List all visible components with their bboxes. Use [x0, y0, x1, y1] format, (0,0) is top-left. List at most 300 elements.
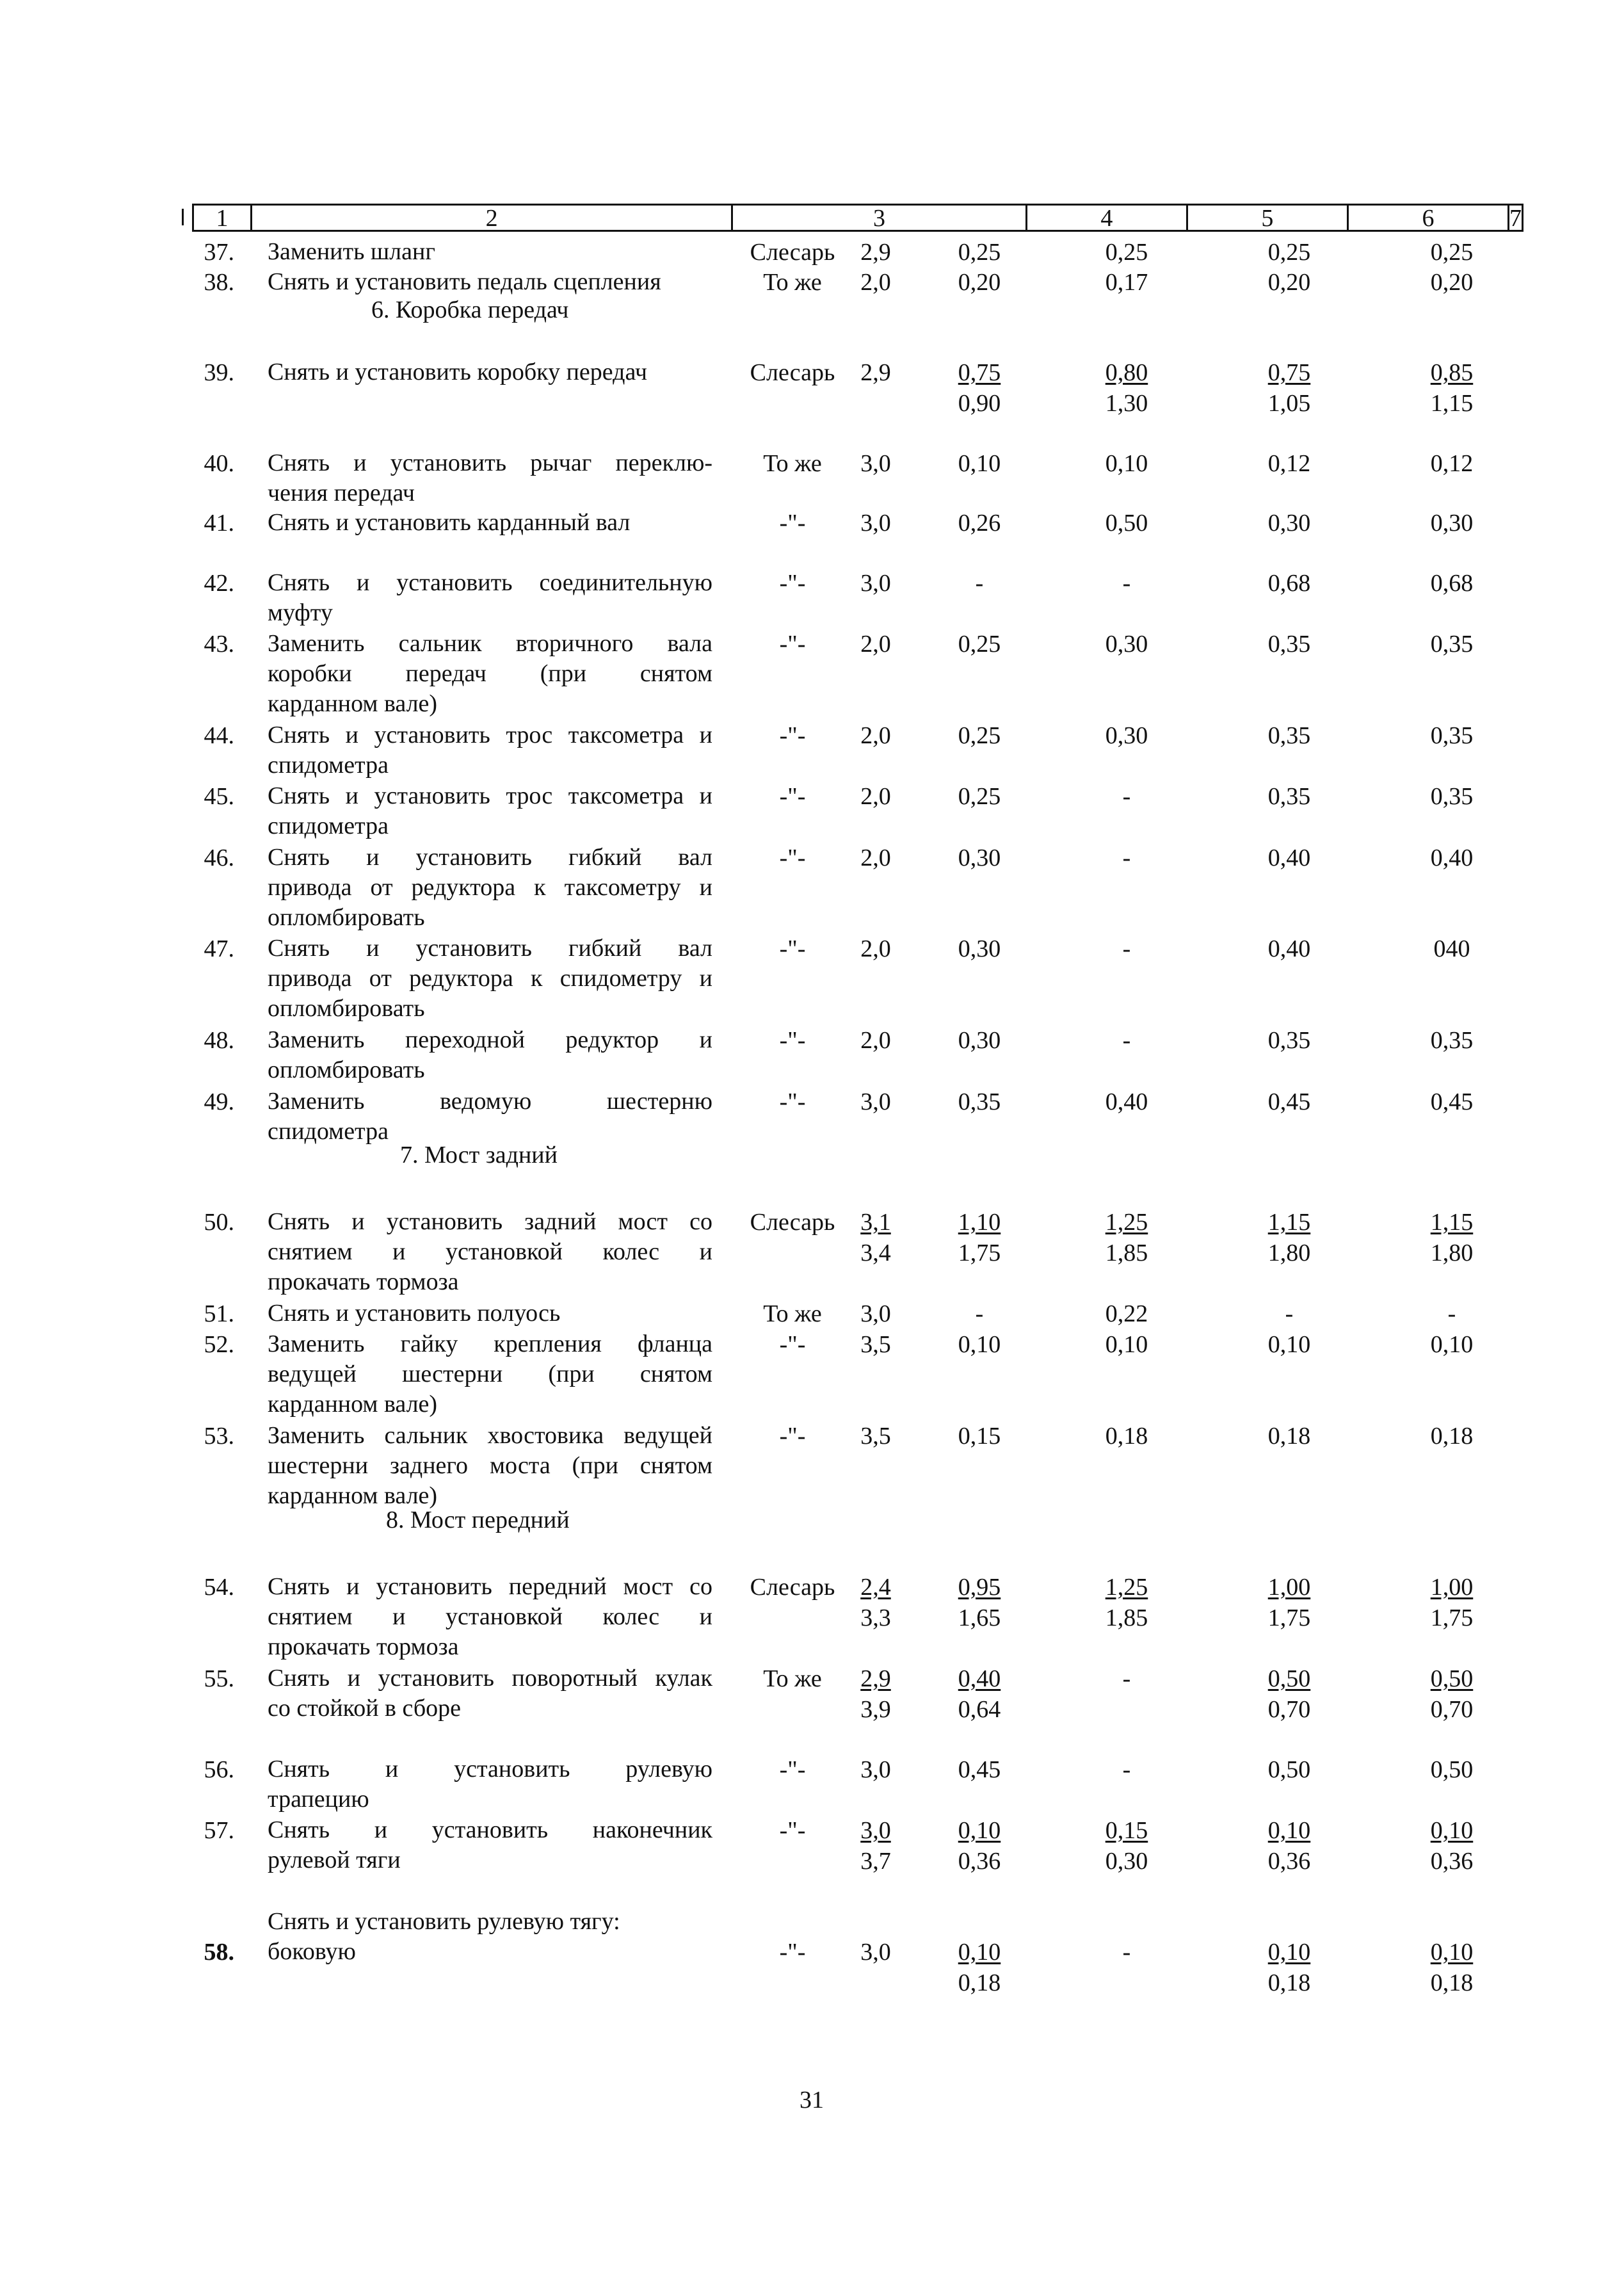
description-line: опломбировать [268, 995, 425, 1022]
row-description [268, 1025, 712, 1085]
section-heading: 6. Коробка передач [371, 296, 569, 323]
row-col-4 [928, 1754, 1031, 1785]
row-description [268, 267, 712, 297]
row-col-7 [1401, 781, 1503, 812]
row-grade-line: 2,0 [860, 935, 891, 962]
description-line: Заменить ведомую шестерню [268, 1088, 712, 1115]
row-col-4 [928, 1298, 1031, 1329]
description-line: шестерни заднего моста (при снятом [268, 1452, 712, 1479]
row-col-5 [1075, 357, 1178, 419]
row-description [268, 720, 712, 780]
row-col-6 [1238, 237, 1340, 268]
row-grade [844, 237, 908, 268]
row-col-6-line: 0,10 [1267, 1331, 1311, 1358]
row-number: 55. [204, 1665, 234, 1692]
row-col-7 [1401, 1298, 1503, 1329]
row-grade-line: 3,1 [860, 1209, 891, 1236]
row-col-5 [1075, 448, 1178, 479]
row-col-7 [1401, 1087, 1503, 1117]
row-grade-line: 3,0 [860, 570, 891, 597]
description-line: карданном вале) [268, 1391, 438, 1418]
row-col-4-line: - [975, 1300, 984, 1327]
row-col-5-line: 0,40 [1105, 1088, 1148, 1115]
row-col-6 [1238, 720, 1340, 751]
row-col-6-line: 0,36 [1267, 1848, 1311, 1875]
row-col-5-line: 0,30 [1105, 722, 1148, 749]
row-col-5-line: 0,10 [1105, 450, 1148, 477]
row-worker: -"- [779, 845, 806, 871]
row-col-4 [928, 1087, 1031, 1117]
row-description [268, 933, 712, 1024]
row-grade [844, 1207, 908, 1268]
row-worker: Слесарь [750, 239, 835, 266]
description-line: Снять и установить наконечник [268, 1816, 712, 1843]
row-grade [844, 1754, 908, 1785]
row-description [268, 1298, 712, 1329]
row-col-6 [1238, 1421, 1340, 1451]
row-grade-line: 3,4 [860, 1240, 891, 1266]
row-col-7-line: 040 [1433, 935, 1470, 962]
row-description [268, 1663, 712, 1724]
row-number: 50. [204, 1209, 234, 1236]
row-col-6 [1238, 1025, 1340, 1056]
row-worker: -"- [779, 722, 806, 749]
row-grade-line: 2,0 [860, 845, 891, 871]
row-description [268, 508, 712, 538]
description-line: Снять и установить соединительную [268, 569, 712, 596]
description-line: Заменить сальник хвостовика ведущей [268, 1422, 712, 1449]
row-col-7-line: - [1447, 1300, 1456, 1327]
row-description [268, 781, 712, 841]
row-col-4 [928, 237, 1031, 268]
row-col-6-line: 0,35 [1267, 1027, 1311, 1054]
row-col-4 [928, 1937, 1031, 1998]
row-col-6-line: 0,50 [1267, 1756, 1311, 1783]
header-col-3: 3 [733, 206, 1027, 230]
description-line: Снять и установить гибкий вал [268, 935, 712, 962]
row-grade-line: 2,0 [860, 631, 891, 658]
row-grade-line: 3,7 [860, 1848, 891, 1875]
row-col-7-line: 0,10 [1430, 1817, 1474, 1844]
row-col-4 [928, 1421, 1031, 1451]
row-col-5 [1075, 629, 1178, 659]
row-description [268, 1754, 712, 1814]
description-line: снятием и установкой колес и [268, 1238, 712, 1265]
row-description [268, 568, 712, 628]
row-number: 52. [204, 1331, 234, 1358]
row-number: 47. [204, 935, 234, 962]
row-col-6 [1238, 357, 1340, 419]
row-worker: Слесарь [750, 359, 835, 386]
row-col-4 [928, 1207, 1031, 1268]
row-col-5-line: 0,25 [1105, 239, 1148, 266]
row-col-5-line: 0,15 [1105, 1817, 1148, 1844]
row-grade-line: 3,0 [860, 510, 891, 537]
row-description [268, 843, 712, 933]
row-grade-line: 2,0 [860, 783, 891, 810]
row-grade [844, 267, 908, 298]
row-col-4 [928, 629, 1031, 659]
description-line: рулевой тяги [268, 1847, 401, 1873]
row-col-7 [1401, 843, 1503, 873]
row-description [268, 629, 712, 719]
row-col-7-line: 0,50 [1430, 1756, 1474, 1783]
row-col-5-line: 0,50 [1105, 510, 1148, 537]
row-grade [844, 1937, 908, 1968]
row-col-5-line: 0,80 [1105, 359, 1148, 386]
row-col-7-line: 1,15 [1430, 390, 1474, 417]
row-description [268, 1421, 712, 1511]
row-col-5 [1075, 1207, 1178, 1268]
row-grade-line: 3,0 [860, 1300, 891, 1327]
row-grade-line: 2,0 [860, 1027, 891, 1054]
row-grade [844, 1815, 908, 1877]
row-col-7-line: 0,20 [1430, 269, 1474, 296]
row-col-7-line: 0,40 [1430, 845, 1474, 871]
row-col-4-line: 0,95 [958, 1574, 1001, 1601]
row-grade [844, 1087, 908, 1117]
row-col-7-line: 0,50 [1430, 1665, 1474, 1692]
row-col-4-line: 0,10 [958, 1939, 1001, 1966]
section-heading: 8. Мост передний [386, 1507, 570, 1533]
row-description [268, 1207, 712, 1297]
row-col-7 [1401, 508, 1503, 538]
row-col-6-line: 0,18 [1267, 1969, 1311, 1996]
row-grade-line: 3,0 [860, 1088, 891, 1115]
description-line: Снять и установить рычаг переклю- [268, 449, 712, 476]
description-line: карданном вале) [268, 1482, 438, 1509]
table-header [192, 204, 1524, 232]
row-number: 40. [204, 450, 234, 477]
row-col-5-line: - [1122, 570, 1131, 597]
row-col-7 [1401, 568, 1503, 599]
row-col-4-line: 0,90 [958, 390, 1001, 417]
row-number: 42. [204, 570, 234, 597]
row-col-6-line: 0,18 [1267, 1423, 1311, 1450]
row-worker: -"- [779, 570, 806, 597]
row-col-4-line: 0,25 [958, 722, 1001, 749]
description-line: со стойкой в сборе [268, 1695, 462, 1722]
row-col-6 [1238, 1937, 1340, 1998]
row-col-5 [1075, 1298, 1178, 1329]
row-col-7-line: 0,10 [1430, 1331, 1474, 1358]
row-grade [844, 448, 908, 479]
row-col-4 [928, 843, 1031, 873]
row-worker: -"- [779, 783, 806, 810]
row-col-4 [928, 933, 1031, 964]
row-col-4 [928, 1329, 1031, 1360]
description-line: спидометра [268, 1118, 389, 1145]
row-grade-line: 3,0 [860, 1756, 891, 1783]
row-col-5-line: 1,30 [1105, 390, 1148, 417]
row-description [268, 1572, 712, 1662]
row-col-7-line: 0,10 [1430, 1939, 1474, 1966]
row-col-6-line: 1,15 [1267, 1209, 1311, 1236]
row-col-6 [1238, 1207, 1340, 1268]
row-col-6 [1238, 843, 1340, 873]
page-number: 31 [800, 2087, 824, 2113]
row-col-6-line: 1,05 [1267, 390, 1311, 417]
row-col-6-line: 0,45 [1267, 1088, 1311, 1115]
row-col-5-line: - [1122, 845, 1131, 871]
row-col-4-line: 1,10 [958, 1209, 1001, 1236]
row-grade-line: 2,9 [860, 359, 891, 386]
row-col-6-line: 0,30 [1267, 510, 1311, 537]
row-col-6 [1238, 1329, 1340, 1360]
row-grade [844, 1329, 908, 1360]
row-col-4 [928, 1025, 1031, 1056]
row-number: 44. [204, 722, 234, 749]
row-col-7 [1401, 1572, 1503, 1633]
row-grade [844, 357, 908, 388]
row-col-6-line: 0,75 [1267, 359, 1311, 386]
row-col-6 [1238, 1663, 1340, 1725]
row-worker: -"- [779, 935, 806, 962]
row-col-5-line: 1,25 [1105, 1574, 1148, 1601]
row-grade [844, 843, 908, 873]
row-worker: Слесарь [750, 1209, 835, 1236]
row-grade-line: 3,0 [860, 1939, 891, 1966]
row-col-7 [1401, 1329, 1503, 1360]
row-col-5-line: - [1122, 1756, 1131, 1783]
description-line: коробки передач (при снятом [268, 660, 712, 687]
row-col-7 [1401, 1025, 1503, 1056]
description-line: Снять и установить полуось [268, 1300, 561, 1327]
row-description [268, 357, 712, 387]
row-number: 46. [204, 845, 234, 871]
description-line: трапецию [268, 1786, 369, 1813]
row-col-5-line: 1,25 [1105, 1209, 1148, 1236]
row-col-5 [1075, 237, 1178, 268]
row-col-7-line: 0,70 [1430, 1696, 1474, 1723]
row-col-7-line: 1,80 [1430, 1240, 1474, 1266]
row-col-5-line: 0,10 [1105, 1331, 1148, 1358]
row-col-5-line: 0,18 [1105, 1423, 1148, 1450]
row-col-5 [1075, 267, 1178, 298]
section-heading: 7. Мост задний [400, 1142, 558, 1168]
row-number: 51. [204, 1300, 234, 1327]
row-grade-line: 3,3 [860, 1604, 891, 1631]
row-col-4-line: 0,64 [958, 1696, 1001, 1723]
row-col-6 [1238, 1572, 1340, 1633]
row-number: 53. [204, 1423, 234, 1450]
row-grade-line: 3,0 [860, 450, 891, 477]
row-grade [844, 508, 908, 538]
row-col-4 [928, 448, 1031, 479]
description-line: опломбировать [268, 1056, 425, 1083]
row-col-4-line: 0,26 [958, 510, 1001, 537]
description-line: привода от редуктора к спидометру и [268, 965, 712, 992]
row-col-5-line: 0,22 [1105, 1300, 1148, 1327]
row-col-4-line: 0,30 [958, 1027, 1001, 1054]
row-worker: -"- [779, 1817, 806, 1844]
row-grade [844, 1421, 908, 1451]
row-col-5 [1075, 1815, 1178, 1877]
row-col-6 [1238, 781, 1340, 812]
row-number: 37. [204, 239, 234, 266]
row-col-4-line: 0,10 [958, 1331, 1001, 1358]
row-grade [844, 629, 908, 659]
row-number: 49. [204, 1088, 234, 1115]
row-col-4-line: 0,25 [958, 783, 1001, 810]
row-col-6 [1238, 568, 1340, 599]
description-line: спидометра [268, 812, 389, 839]
description-line: опломбировать [268, 904, 425, 931]
row-col-6-line: - [1285, 1300, 1294, 1327]
row-col-7-line: 0,30 [1430, 510, 1474, 537]
row-col-4 [928, 781, 1031, 812]
row-grade [844, 933, 908, 964]
row-col-6-line: 0,35 [1267, 722, 1311, 749]
header-col-1: 1 [194, 206, 252, 230]
row-grade-line: 3,5 [860, 1423, 891, 1450]
description-line: Снять и установить коробку передач [268, 359, 647, 385]
row-col-6 [1238, 1815, 1340, 1877]
description-line: снятием и установкой колес и [268, 1603, 712, 1630]
row-grade-line: 2,4 [860, 1574, 891, 1601]
row-col-7 [1401, 1754, 1503, 1785]
row-grade [844, 720, 908, 751]
row-col-6-line: 0,10 [1267, 1817, 1311, 1844]
description-line: привода от редуктора к таксометру и [268, 874, 712, 901]
row-col-5 [1075, 568, 1178, 599]
row-col-5 [1075, 1754, 1178, 1785]
row-col-4-line: 0,18 [958, 1969, 1001, 1996]
row-col-5 [1075, 1087, 1178, 1117]
row-col-7 [1401, 237, 1503, 268]
description-line: карданном вале) [268, 690, 438, 717]
row-number: 43. [204, 631, 234, 658]
description-line: прокачать тормоза [268, 1268, 459, 1295]
row-worker: То же [763, 269, 822, 296]
row-col-7 [1401, 267, 1503, 298]
row-col-4 [928, 1572, 1031, 1633]
row-grade [844, 568, 908, 599]
description-line: спидометра [268, 752, 389, 779]
row-grade-line: 3,0 [860, 1817, 891, 1844]
row-col-4-line: 0,30 [958, 845, 1001, 871]
row-col-7 [1401, 357, 1503, 419]
row-number: 45. [204, 783, 234, 810]
row-worker: То же [763, 1665, 822, 1692]
row-col-5 [1075, 781, 1178, 812]
row-col-4-line: 0,40 [958, 1665, 1001, 1692]
row-col-7-line: 0,45 [1430, 1088, 1474, 1115]
row-number: 57. [204, 1817, 234, 1844]
row-col-6 [1238, 1298, 1340, 1329]
description-line: Снять и установить задний мост со [268, 1208, 712, 1235]
row-col-7 [1401, 1815, 1503, 1877]
row-col-6-line: 0,10 [1267, 1939, 1311, 1966]
row-col-4 [928, 1663, 1031, 1725]
row-col-6-line: 0,35 [1267, 783, 1311, 810]
row-worker: То же [763, 450, 822, 477]
row-col-7-line: 1,15 [1430, 1209, 1474, 1236]
row-col-6-line: 0,40 [1267, 845, 1311, 871]
row-grade-line: 2,9 [860, 1665, 891, 1692]
row-col-6-line: 0,20 [1267, 269, 1311, 296]
row-worker: -"- [779, 1756, 806, 1783]
row-col-6-line: 0,70 [1267, 1696, 1311, 1723]
row-description [268, 448, 712, 508]
description-line: Заменить шланг [268, 238, 435, 265]
row-col-5 [1075, 1421, 1178, 1451]
row-col-7-line: 0,35 [1430, 722, 1474, 749]
row-col-7-line: 0,85 [1430, 359, 1474, 386]
row-col-7 [1401, 629, 1503, 659]
row-worker: -"- [779, 510, 806, 537]
row-col-7-line: 0,18 [1430, 1423, 1474, 1450]
header-col-6: 6 [1349, 206, 1509, 230]
row-col-4-line: 0,15 [958, 1423, 1001, 1450]
row-col-4 [928, 568, 1031, 599]
description-line: Заменить переходной редуктор и [268, 1026, 712, 1053]
row-col-6-line: 0,12 [1267, 450, 1311, 477]
row-col-7-line: 0,35 [1430, 1027, 1474, 1054]
row-description [268, 1815, 712, 1875]
row-col-4-line: - [975, 570, 984, 597]
row-col-6 [1238, 933, 1340, 964]
description-line: чения передач [268, 480, 415, 506]
header-col-5: 5 [1188, 206, 1349, 230]
row-col-4-line: 0,20 [958, 269, 1001, 296]
row-col-5 [1075, 1329, 1178, 1360]
description-line: Снять и установить рулевую [268, 1756, 712, 1782]
description-line: Снять и установить трос таксометра и [268, 722, 712, 748]
row-col-6-line: 0,50 [1267, 1665, 1311, 1692]
row-col-5-line: 1,85 [1105, 1240, 1148, 1266]
row-description [268, 1087, 712, 1147]
description-line: боковую [268, 1938, 356, 1965]
row-col-5 [1075, 1025, 1178, 1056]
row-col-7 [1401, 933, 1503, 964]
row-grade-line: 3,9 [860, 1696, 891, 1723]
description-line: Снять и установить трос таксометра и [268, 782, 712, 809]
description-line: прокачать тормоза [268, 1633, 459, 1660]
row-col-6-line: 0,25 [1267, 239, 1311, 266]
row-col-7-line: 0,18 [1430, 1969, 1474, 1996]
row-description [268, 237, 712, 267]
row-col-7-line: 1,00 [1430, 1574, 1474, 1601]
row-col-5-line: 1,85 [1105, 1604, 1148, 1631]
row-col-7 [1401, 1207, 1503, 1268]
row-col-6 [1238, 629, 1340, 659]
description-line: Снять и установить педаль сцепления [268, 268, 661, 295]
row-number: 41. [204, 510, 234, 537]
row-col-7 [1401, 1421, 1503, 1451]
row-col-7 [1401, 1937, 1503, 1998]
row-number: 58. [204, 1939, 234, 1966]
row-col-4 [928, 357, 1031, 419]
row-grade [844, 1663, 908, 1725]
row-col-4-line: 0,36 [958, 1848, 1001, 1875]
row-col-5 [1075, 1663, 1178, 1694]
row-worker: То же [763, 1300, 822, 1327]
header-col-7: 7 [1509, 205, 1522, 232]
row-grade-line: 2,9 [860, 239, 891, 266]
row-col-4-line: 1,75 [958, 1240, 1001, 1266]
row-col-5-line: - [1122, 1939, 1131, 1966]
row-col-6-line: 0,40 [1267, 935, 1311, 962]
row-worker: -"- [779, 1027, 806, 1054]
row-grade-line: 3,5 [860, 1331, 891, 1358]
header-left-tick [182, 209, 184, 225]
row-col-5-line: 0,30 [1105, 1848, 1148, 1875]
row-col-6-line: 0,35 [1267, 631, 1311, 658]
row-col-4-line: 1,65 [958, 1604, 1001, 1631]
row-description [268, 1937, 712, 1967]
row-col-6 [1238, 1087, 1340, 1117]
